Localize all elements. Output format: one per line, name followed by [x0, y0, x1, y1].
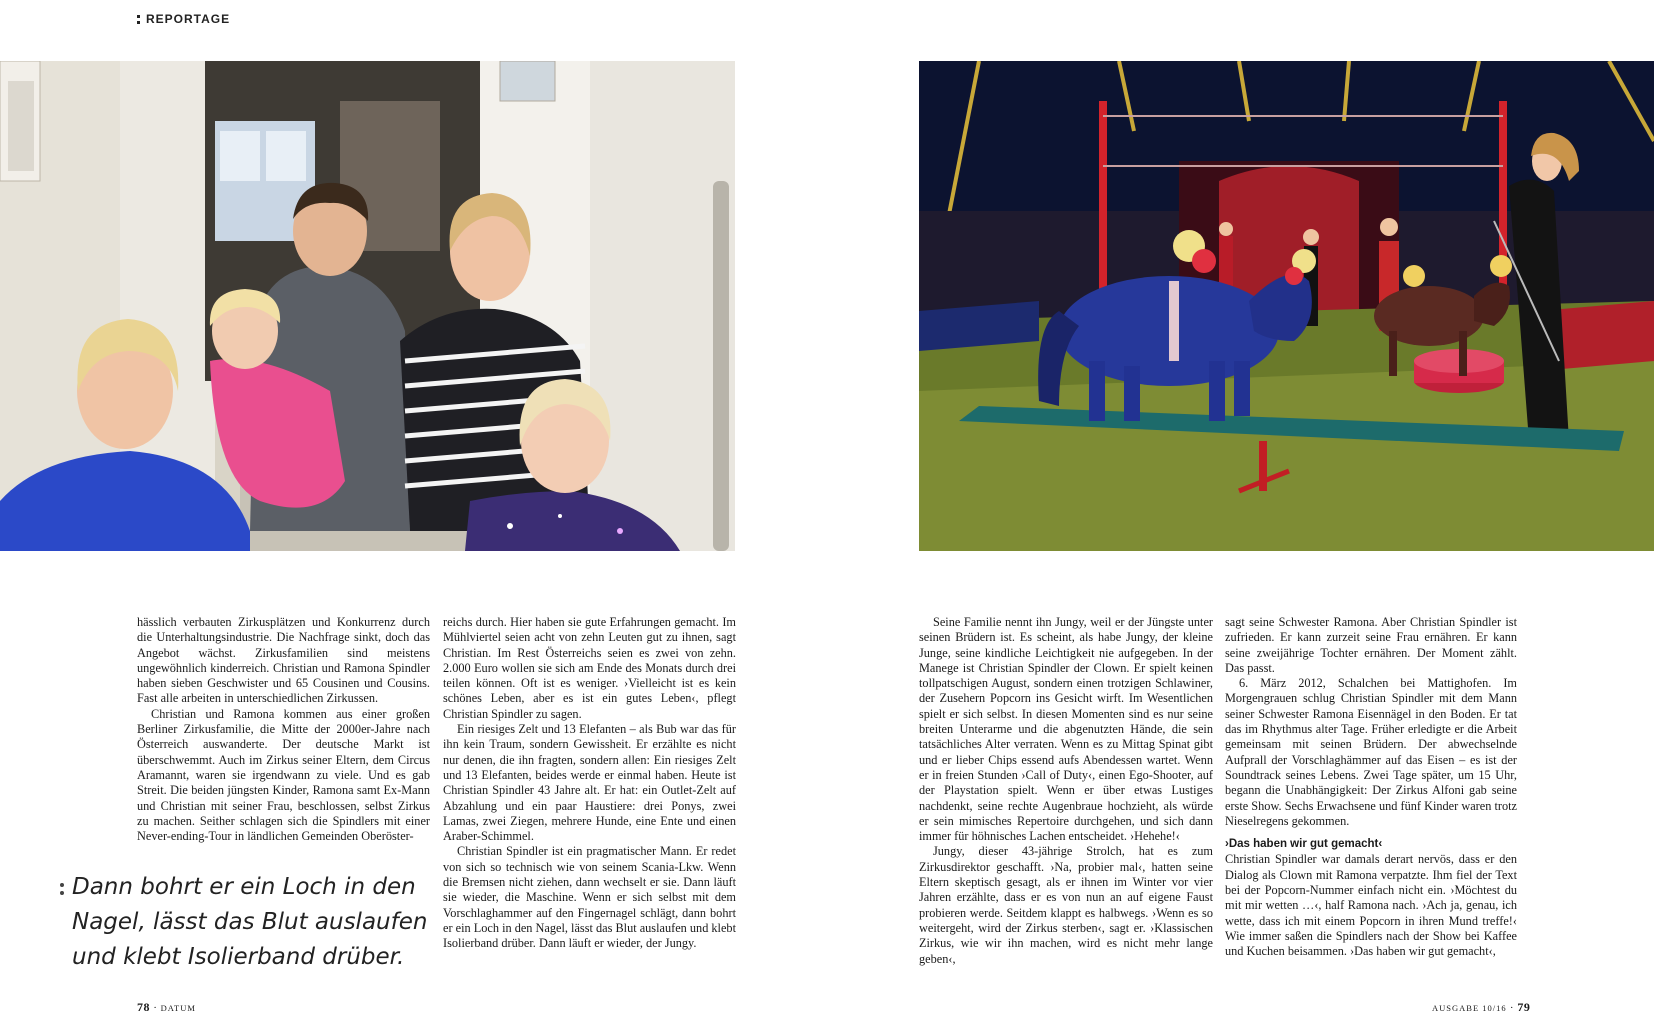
family-photo	[0, 61, 735, 551]
paragraph: hässlich verbauten Zirkusplätzen und Konkurrenz durch die Unterhaltungsindustrie. Die Nachfrage sinkt, doch das Angebot wächst. Zirkusfamilien sind meistens ungewöhnlich kinderreich. Christian und Ramona Spindler haben sieben Geschwister und 65 Cousinen und Cousins. Fast alle arbeiten in unterschiedlichen Zirkussen.	[137, 615, 430, 706]
section-label-text: REPORTAGE	[146, 12, 231, 26]
circus-ring-photo-icon	[919, 61, 1654, 551]
page-number: 79	[1517, 1000, 1531, 1014]
folio-right	[1432, 1000, 1530, 1015]
folio-left	[137, 1000, 196, 1015]
paragraph: Christian Spindler ist ein pragmatischer Mann. Er redet von sich so technisch wie von seinem Scania-Lkw. Wenn die Bremsen nicht ziehen, dann wechselt er sie. Dann läuft sie wieder, die Maschine. Wenn er sich selbst mit dem Vorschlaghammer auf den Fingernagel schlägt, dann bohrt er ein Loch in den Nagel, lässt das Blut auslaufen und klebt Isolierband drüber. Dann läuft er wieder, der Jungy.	[443, 844, 736, 951]
issue-label: AUSGABE 10/16	[1432, 1003, 1507, 1013]
family-photo-icon	[0, 61, 735, 551]
paragraph: Jungy, dieser 43-jährige Strolch, hat es zum Zirkusdirektor geschafft. ›Na, probier mal‹, hatten seine Eltern skeptisch gesagt, als er ihnen im Winter vor vier Jahren erzählte, dass er es von nun an auf eigene Faust probieren werde. Seitdem klappt es halbwegs. ›Wenn es so weitergeht, wird der Zirkus sterben‹, sagt er. ›Klassischen Zirkus, wie wir ihn machen, wird es nicht mehr lange geben‹,	[919, 844, 1213, 966]
paragraph: Christian Spindler war damals derart nervös, dass er den Dialog als Clown mit Ramona verpatzte. Ihm fiel der Text bei der Popcorn-Nummer einfach nicht ein. ›Möchtest du mit mir wetten …‹, half Ramona nach. ›Ach ja, genau, ich wette, dass ich mit einem Popcorn in ihren Mund treffe!‹ Wie immer saßen die Spindlers nach der Show bei Kaffee und Kuchen beisammen. ›Das haben wir gut gemacht‹,	[1225, 852, 1517, 959]
folio-separator: ·	[1506, 1002, 1518, 1014]
text-column-4	[1225, 615, 1517, 960]
section-label	[137, 12, 230, 26]
folio-separator: ·	[150, 1002, 161, 1014]
section-marker-icon	[137, 15, 143, 24]
paragraph: Ein riesiges Zelt und 13 Elefanten – als Bub war das für ihn kein Traum, sondern Gewissheit. Er erzählte es nicht nur denen, die ihn fragten, sondern allen: Ein riesiges Zelt und 13 Elefanten, beides werde er einmal haben. Heute ist Christian Spindler 43 Jahre alt. Er hat: ein Outlet-Zelt auf Abzahlung und ein paar Haustiere: drei Ponys, zwei Lamas, zwei Ziegen, mehrere Hunde, eine Ente und einen Araber-Schimmel.	[443, 722, 736, 844]
magazine-name: DATUM	[160, 1003, 196, 1013]
paragraph: Christian und Ramona kommen aus einer großen Berliner Zirkusfamilie, die Mitte der 2000er-Jahre nach Österreich auswanderte. Der deutsche Markt ist überschwemmt. Auch im Zirkus seiner Eltern, dem Circus Aramannt, waren sie irgendwann zu viele. Und es gab Streit. Die beiden jüngsten Kinder, Ramona samt Ex-Mann und Christian mit seiner Frau, beschlossen, selbst Zirkus zu machen. Seither schlagen sich die Spindlers mit einer Never-ending-Tour in ländlichen Gemeinden Oberöster-	[137, 706, 430, 844]
circus-ring-photo	[919, 61, 1654, 551]
text-column-1	[137, 615, 430, 844]
paragraph: 6. März 2012, Schalchen bei Mattighofen. Im Morgengrauen schlug Christian Spindler mit dem Mann seiner Schwester Ramona Eisennägel in den Boden. Er tat das im Rhythmus alter Tage. Früher erledigte er die Arbeit gemeinsam mit seinen Brüdern. Der abwechselnde Aufprall der Vorschlaghämmer auf das Eisen – es ist der Soundtrack seines Lebens. Zwei Tage später, um 15 Uhr, begann die Unabhängigkeit: Der Zirkus Alfoni gab seine erste Show. Sechs Erwachsene und fünf Kinder waren trotz Nieselregens gekommen.	[1225, 676, 1517, 828]
paragraph: sagt seine Schwester Ramona. Aber Christian Spindler ist zufrieden. Er kann zurzeit seine Frau ernähren. Er kann seine zweijährige Tochter ernähren. Der Moment zählt. Das passt.	[1225, 615, 1517, 675]
pull-quote-text: Dann bohrt er ein Loch in den Nagel, lässt das Blut auslaufen und klebt Isolierband drüber.	[72, 874, 428, 970]
quote-marker-icon	[60, 883, 68, 895]
page-number: 78	[137, 1000, 150, 1014]
text-column-3	[919, 615, 1213, 967]
text-column-2	[443, 615, 736, 952]
subheading: ›Das haben wir gut gemacht‹	[1225, 838, 1383, 851]
paragraph: Seine Familie nennt ihn Jungy, weil er der Jüngste unter seinen Brüdern ist. Es scheint, als habe Jungy, der kleine Junge, seine kindliche Leichtigkeit nie aufgegeben. In der Manege ist Christian Spindler der Clown. Er spielt keinen tollpatschigen August, sondern einen trotzigen Schlawiner, der Zusehern Popcorn ins Gesicht wirft. Im Wesentlichen spielt er sich selbst. In diesen Momenten sind es nur seine breiten Unterarme und die abgenutzten Hände, die sein tatsächliches Alter verraten. Wenn es zu Mittag Spinat gibt und er lieber Chips essend aufs Abendessen wartet. Wenn er in freien Stunden ›Call of Duty‹, einen Ego-Shooter, auf der Playstation spielt. Wenn er über etwas Lustiges nachdenkt, seine rechte Augenbraue hochzieht, als würde er sein mimisches Repertoire durchgehen, und sich dann immer für höhnisches Lachen entscheidet. ›Hehehe!‹	[919, 615, 1213, 844]
paragraph: reichs durch. Hier haben sie gute Erfahrungen gemacht. Im Mühlviertel seien acht von zehn Leuten gut zu ihnen, sagt Christian. Im Rest Österreichs seien es zwei von zehn. 2.000 Euro wollen sie sich am Ende des Monats durch drei teilen können. Oft ist es weniger. ›Vielleicht ist es kein schönes Leben, aber es ist ein gutes Leben‹, pflegt Christian Spindler zu sagen.	[443, 615, 736, 721]
pull-quote	[60, 870, 430, 975]
